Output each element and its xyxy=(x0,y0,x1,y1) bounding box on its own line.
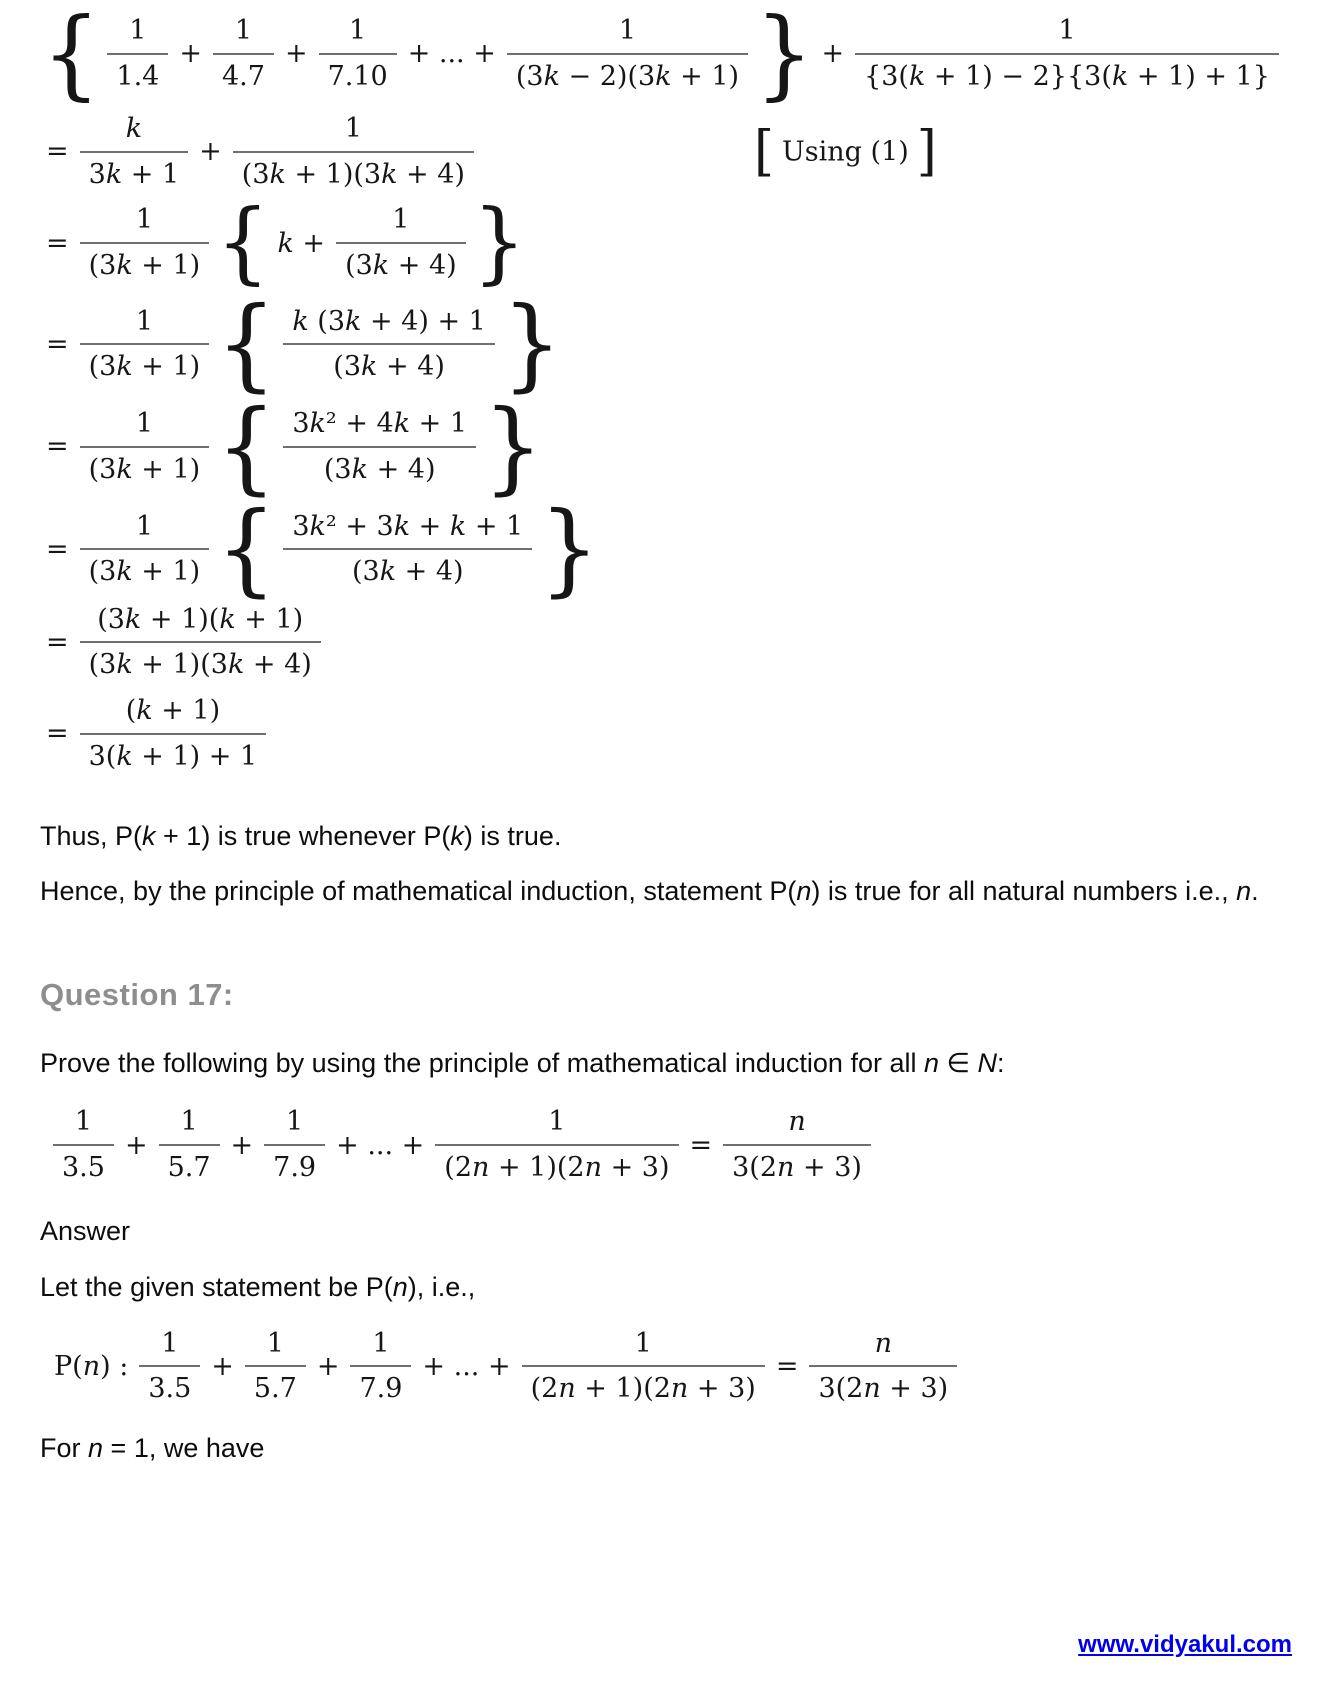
fraction: $\frac{n}{3(2n + 3)}$ xyxy=(809,1327,957,1407)
math-text: = xyxy=(46,626,69,658)
for-n-equals-1-line: For n = 1, we have xyxy=(40,1433,265,1464)
big-delimiter: { xyxy=(216,490,277,608)
math-text: + ... + xyxy=(336,1129,425,1161)
math-text: + xyxy=(199,136,222,168)
big-delimiter: } xyxy=(755,0,814,111)
math-text: = xyxy=(46,718,69,750)
math-text: + xyxy=(230,1129,254,1161)
fraction: $\frac{\text{3k² + 4k + 1}}{(3k + 4)}$ xyxy=(283,407,476,487)
math-text: = xyxy=(46,533,69,565)
question-17-heading: Question 17: xyxy=(40,977,234,1013)
math-text: = xyxy=(46,227,69,259)
equation-final-result xyxy=(40,694,1297,774)
math-text: + xyxy=(316,1350,340,1382)
fraction: $\frac{(k + 1)}{3(k + 1) + 1}$ xyxy=(80,694,267,774)
fraction: $\frac{n}{3(2n + 3)}$ xyxy=(723,1105,871,1185)
answer-label: Answer xyxy=(40,1215,131,1246)
fraction: $\frac{1}{3.5}$ xyxy=(139,1327,200,1407)
equation-quadratic-split xyxy=(40,490,1297,608)
equation-using-hypothesis xyxy=(40,112,1297,192)
math-text: + ... + xyxy=(422,1350,511,1382)
big-delimiter: } xyxy=(539,490,600,608)
big-delimiter: } xyxy=(483,388,544,505)
math-text: = xyxy=(689,1129,713,1161)
conclusion-thus-line: Thus, P(k + 1) is true whenever P(k) is true. xyxy=(40,820,562,851)
fraction: $\frac{1}{(3k + 1)}$ xyxy=(80,203,210,283)
math-text: = xyxy=(46,431,69,463)
equation-sum-expanded xyxy=(40,0,1297,111)
fraction: $\frac{1}{(2n + 1)(2n + 3)}$ xyxy=(522,1327,765,1407)
math-text: + xyxy=(179,38,202,70)
fraction: $\frac{k (3k + 4) + 1}{(3k + 4)}$ xyxy=(283,305,495,385)
big-delimiter: [ xyxy=(754,119,775,183)
math-text: P(n) : xyxy=(54,1350,129,1382)
fraction: $\frac{1}{7.9}$ xyxy=(264,1105,325,1185)
math-text: = xyxy=(46,136,69,168)
pn-definition-equation xyxy=(48,1327,1297,1407)
fraction: $\frac{1}{(3k - 2)(3k + 1)}$ xyxy=(507,14,748,94)
math-text: + xyxy=(211,1350,234,1382)
fraction: $\frac{1}{7.10}$ xyxy=(319,14,397,94)
big-delimiter: { xyxy=(216,388,277,505)
fraction: $\frac{1}{\{3(k + 1) - 2\}\{3(k + 1) + 1\}}$ xyxy=(855,14,1279,94)
equation-combined-numerator xyxy=(40,285,1297,403)
math-text: = xyxy=(46,328,69,360)
math-text: + ... + xyxy=(407,38,496,70)
fraction: $\frac{\text{3k² + 3k + k + 1}}{(3k + 4)}$ xyxy=(283,510,532,590)
question-17-prompt: Prove the following by using the principle of mathematical induction for all n ∈ N: xyxy=(40,1048,1005,1079)
big-delimiter: ] xyxy=(916,119,937,183)
math-text: + xyxy=(284,38,308,70)
big-delimiter: { xyxy=(216,190,270,295)
fraction: $\frac{1}{(2n + 1)(2n + 3)}$ xyxy=(435,1105,678,1185)
fraction: $\frac{1}{(3k + 4)}$ xyxy=(336,203,466,283)
fraction: $\frac{1}{(3k + 1)(3k + 4)}$ xyxy=(233,112,474,192)
fraction: $\frac{1}{5.7}$ xyxy=(159,1105,220,1185)
fraction: $\frac{(3k + 1)(k + 1)}{(3k + 1)(3k + 4)}$ xyxy=(80,603,321,683)
fraction: $\frac{k}{3k + 1}$ xyxy=(80,112,189,192)
equation-left-side xyxy=(40,112,479,192)
fraction: $\frac{1}{4.7}$ xyxy=(213,14,274,94)
fraction: $\frac{1}{(3k + 1)}$ xyxy=(80,407,210,487)
math-text: k + xyxy=(277,227,326,259)
equation-quadratic-expanded xyxy=(40,388,1297,505)
fraction: $\frac{1}{7.9}$ xyxy=(350,1327,411,1407)
using-reference-note xyxy=(752,119,939,183)
solution-derivation xyxy=(40,0,1297,774)
big-delimiter: } xyxy=(501,285,562,403)
fraction: $\frac{1}{3.5}$ xyxy=(53,1105,114,1185)
fraction: $\frac{1}{5.7}$ xyxy=(245,1327,306,1407)
fraction: $\frac{1}{(3k + 1)}$ xyxy=(80,305,210,385)
math-text: = xyxy=(775,1350,799,1382)
math-text: Using (1) xyxy=(782,136,909,168)
math-text: + xyxy=(821,38,845,70)
fraction: $\frac{1}{(3k + 1)}$ xyxy=(80,510,210,590)
big-delimiter: { xyxy=(216,285,277,403)
big-delimiter: { xyxy=(42,0,101,111)
equation-factored-product xyxy=(40,603,1297,683)
big-delimiter: } xyxy=(472,190,526,295)
footer-site-link[interactable]: www.vidyakul.com xyxy=(1078,1631,1292,1658)
let-statement-line: Let the given statement be P(n), i.e., xyxy=(40,1271,476,1302)
fraction: $\frac{1}{1.4}$ xyxy=(107,14,168,94)
question-17-statement-equation xyxy=(48,1105,1297,1185)
equation-factored-k-plus-frac xyxy=(40,190,1297,295)
math-text: + xyxy=(124,1129,148,1161)
conclusion-hence-line: Hence, by the principle of mathematical induction, statement P(n) is true for all natural numbers i.e., n. xyxy=(40,876,1259,907)
